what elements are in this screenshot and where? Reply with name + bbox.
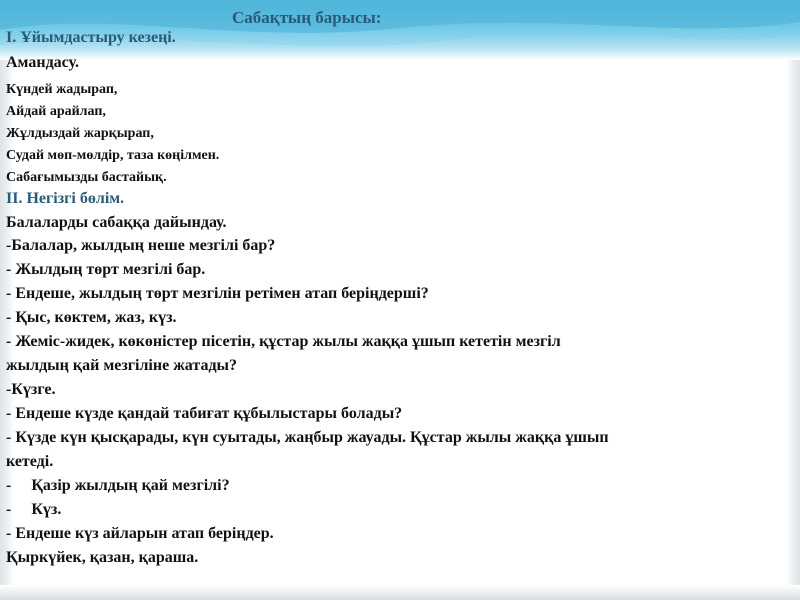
poem-line: Жұлдыздай жарқырап, — [6, 126, 154, 141]
dialogue-line: кетеді. — [6, 453, 54, 470]
poem-line: Сабағымызды бастайық. — [6, 170, 167, 185]
poem-line: Күндей жадырап, — [6, 82, 118, 97]
dialogue-line: Қыркүйек, қазан, қараша. — [6, 549, 199, 566]
dialogue-line: - Ендеше күз айларын атап беріңдер. — [6, 525, 274, 542]
dialogue-line: - Жеміс-жидек, көкөністер пісетін, құстар жылы жаққа ұшып кететін мезгіл — [6, 333, 561, 350]
dialogue-line: -Балалар, жылдың неше мезгілі бар? — [6, 237, 276, 254]
greeting-line: Амандасу. — [6, 54, 79, 71]
dialogue-line: -Күзге. — [6, 381, 56, 398]
poem-line: Айдай арайлап, — [6, 104, 106, 119]
dialogue-line: - Қазір жылдың қай мезгілі? — [6, 477, 230, 494]
dialogue-line: - Күз. — [6, 501, 62, 518]
slide-title: Сабақтың барысы: — [232, 8, 382, 27]
poem-line: Судай мөп-мөлдір, таза көңілмен. — [6, 148, 220, 163]
dialogue-line: - Ендеше күзде қандай табиғат құбылыстары болады? — [6, 405, 403, 422]
dialogue-line: жылдың қай мезгіліне жатады? — [6, 357, 238, 374]
dialogue-line: - Қыс, көктем, жаз, күз. — [6, 309, 177, 326]
dialogue-line: - Күзде күн қысқарады, күн суытады, жаңбыр жауады. Құстар жылы жаққа ұшып — [6, 429, 609, 446]
dialogue-line: - Жылдың төрт мезгілі бар. — [6, 261, 206, 278]
section-heading-1: I. Ұйымдастыру кезеңі. — [6, 29, 176, 46]
dialogue-line: Балаларды сабаққа дайындау. — [6, 214, 227, 231]
dialogue-line: - Ендеше, жылдың төрт мезгілін ретімен атап беріңдерші? — [6, 285, 429, 302]
section-heading-2: II. Негізгі бөлім. — [6, 190, 125, 207]
slide-bottom-edge — [0, 585, 800, 600]
